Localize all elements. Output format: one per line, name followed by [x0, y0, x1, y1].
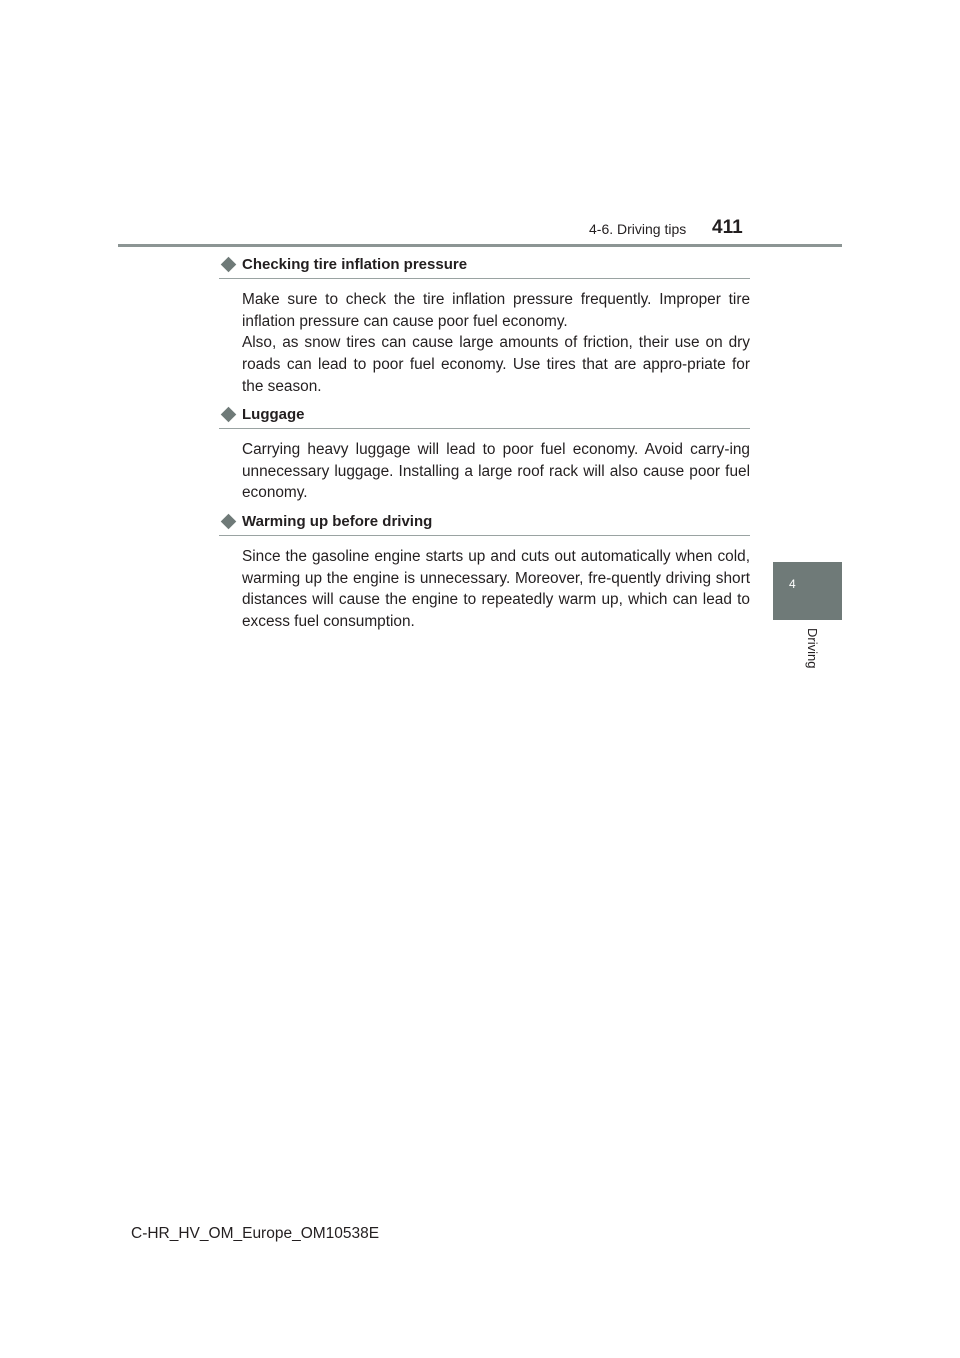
chapter-tab [773, 562, 842, 620]
chapter-label: Driving [805, 628, 820, 669]
chapter-number: 4 [789, 577, 796, 591]
header-rule [118, 244, 842, 247]
footer-document-code: C-HR_HV_OM_Europe_OM10538E [131, 1225, 380, 1242]
header-section-title: 4-6. Driving tips [589, 221, 687, 237]
section-body [242, 289, 750, 398]
paragraph: Make sure to check the tire inflation pressure frequently. Improper tire inflation pressure can cause poor fuel economy. [242, 291, 750, 330]
diamond-bullet-icon [221, 513, 237, 529]
section-heading [219, 252, 750, 279]
section-tire-pressure [219, 252, 750, 398]
section-luggage [219, 402, 750, 504]
paragraph: Since the gasoline engine starts up and cuts out automatically when cold, warming up the engine is unnecessary. Moreover, fre-quently driving short distances will cause the engine to repeatedly warm up, which can lead to excess fuel consumption. [242, 548, 750, 631]
section-heading-text: Checking tire inflation pressure [242, 255, 468, 273]
diamond-bullet-icon [221, 406, 237, 422]
section-warming-up [219, 509, 750, 633]
page-number: 411 [712, 217, 743, 238]
section-heading [219, 509, 750, 536]
section-body [242, 439, 750, 504]
paragraph: Also, as snow tires can cause large amounts of friction, their use on dry roads can lead to poor fuel economy. Use tires that are appro-priate for the season. [242, 334, 750, 395]
section-heading-text: Warming up before driving [242, 512, 433, 530]
section-heading [219, 402, 750, 429]
section-body [242, 546, 750, 633]
paragraph: Carrying heavy luggage will lead to poor fuel economy. Avoid carry-ing unnecessary luggage. Installing a large roof rack will also cause poor fuel economy. [242, 441, 750, 502]
diamond-bullet-icon [221, 256, 237, 272]
section-heading-text: Luggage [242, 405, 305, 423]
